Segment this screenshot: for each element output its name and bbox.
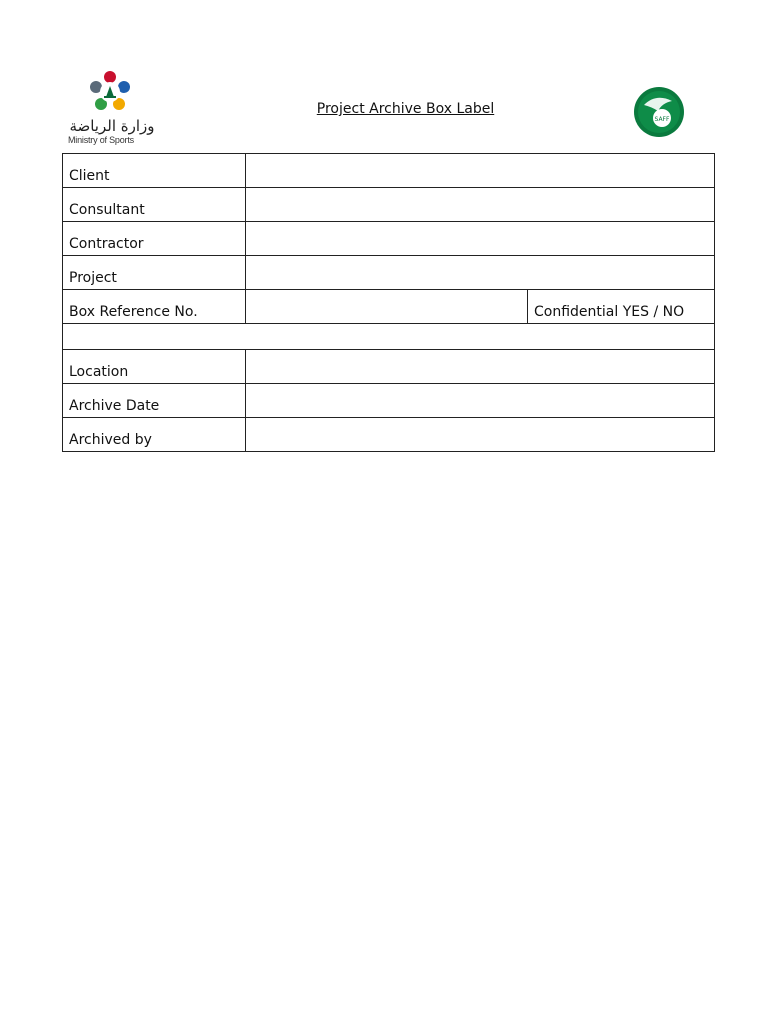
confidential-label: Confidential YES / NO <box>528 290 715 324</box>
table-row <box>63 384 715 418</box>
saff-logo-text: SAFF <box>654 116 670 123</box>
project-label: Project <box>63 256 246 290</box>
ministry-name-english: Ministry of Sports <box>68 135 134 145</box>
contractor-field[interactable] <box>246 222 715 256</box>
contractor-label: Contractor <box>63 222 246 256</box>
spacer-row <box>63 324 715 350</box>
consultant-field[interactable] <box>246 188 715 222</box>
page-title: Project Archive Box Label <box>316 101 495 117</box>
box-reference-label: Box Reference No. <box>63 290 246 324</box>
archive-date-field[interactable] <box>246 384 715 418</box>
table-row <box>63 188 715 222</box>
table-row <box>63 290 715 324</box>
ministry-name-arabic: وزارة الرياضة <box>69 117 155 135</box>
archive-label-table <box>62 153 715 452</box>
federation-logo <box>632 85 686 139</box>
archived-by-field[interactable] <box>246 418 715 452</box>
box-reference-field[interactable] <box>246 290 528 324</box>
client-label: Client <box>63 154 246 188</box>
client-field[interactable] <box>246 154 715 188</box>
archive-date-label: Archive Date <box>63 384 246 418</box>
project-field[interactable] <box>246 256 715 290</box>
table-row <box>63 418 715 452</box>
spacer-cell <box>63 324 715 350</box>
consultant-label: Consultant <box>63 188 246 222</box>
table-row <box>63 350 715 384</box>
location-label: Location <box>63 350 246 384</box>
table-row <box>63 256 715 290</box>
table-row <box>63 154 715 188</box>
location-field[interactable] <box>246 350 715 384</box>
table-row <box>63 222 715 256</box>
archived-by-label: Archived by <box>63 418 246 452</box>
